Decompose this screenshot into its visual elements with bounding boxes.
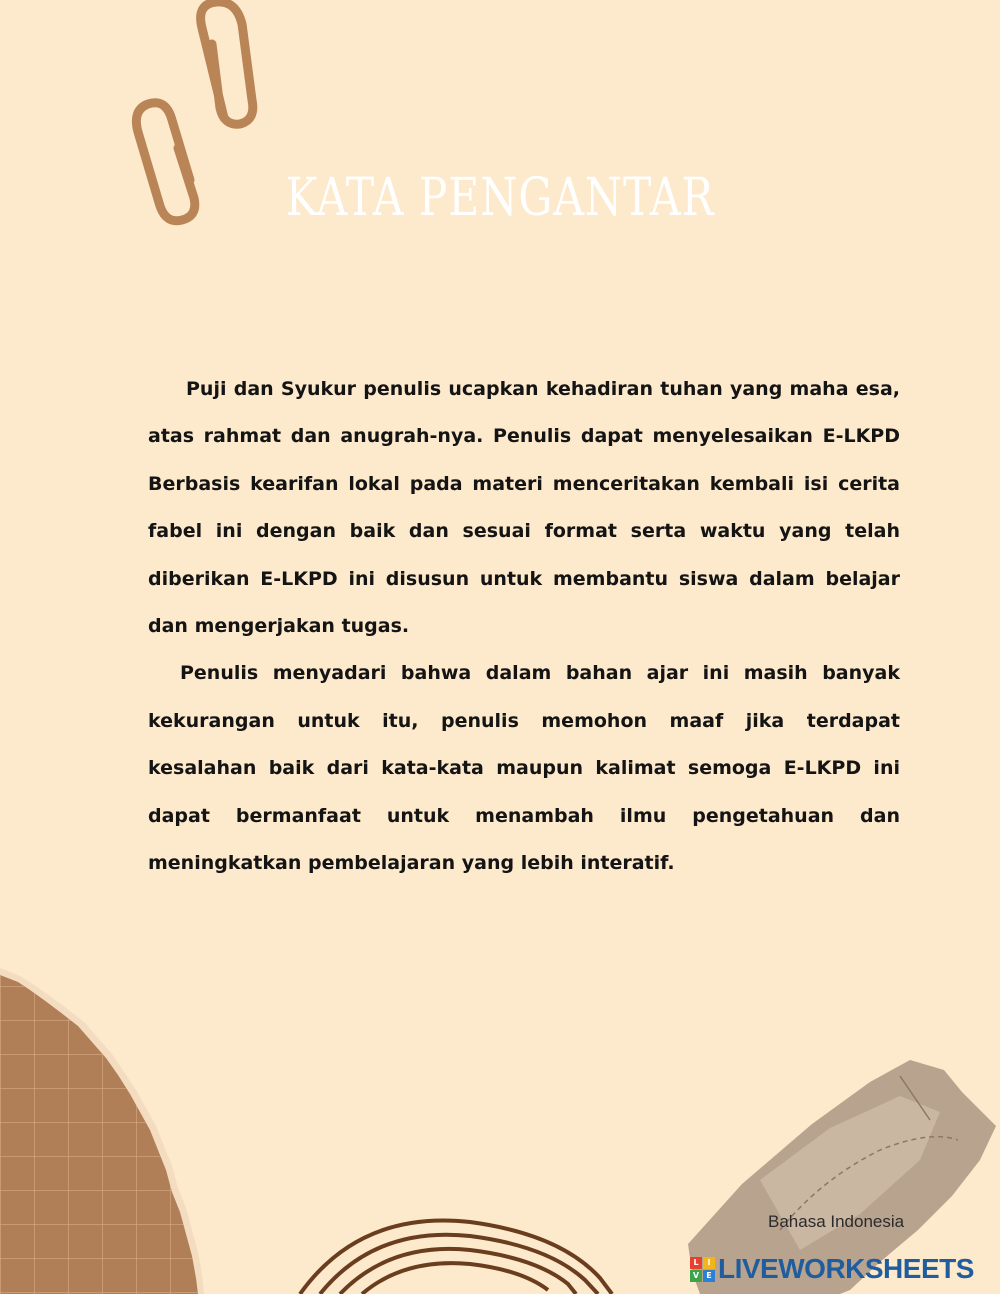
paragraph: Penulis menyadari bahwa dalam bahan ajar ini masih banyak kekurangan untuk itu, penulis memohon maaf jika terdapat kesalahan baik dari kata-kata maupun kalimat semoga E-LKPD ini dapat bermanfaat untuk menambah ilmu pengetahuan dan meningkatkan pembelajaran yang lebih interatif.	[148, 662, 900, 875]
liveworksheets-logo[interactable]	[690, 1252, 974, 1286]
subject-label: Bahasa Indonesia	[768, 1212, 905, 1231]
page-title: KATA PENGANTAR	[285, 168, 715, 228]
logo-letter: I	[703, 1257, 715, 1269]
paragraph: Puji dan Syukur penulis ucapkan kehadiran tuhan yang maha esa, atas rahmat dan anugrah-nya. Penulis dapat menyelesaikan E-LKPD Berbasis kearifan lokal pada materi menceritakan kembali isi cerita fabel ini dengan baik dan sesuai format serta waktu yang telah diberikan E-LKPD ini disusun untuk membantu siswa dalam belajar dan mengerjakan tugas.	[148, 378, 900, 638]
logo-letter: E	[703, 1270, 715, 1282]
liveworksheets-logo-icon	[690, 1257, 715, 1282]
logo-letter: L	[690, 1257, 702, 1269]
logo-letter: V	[690, 1270, 702, 1282]
brand-name: LIVEWORKSHEETS	[718, 1253, 974, 1284]
